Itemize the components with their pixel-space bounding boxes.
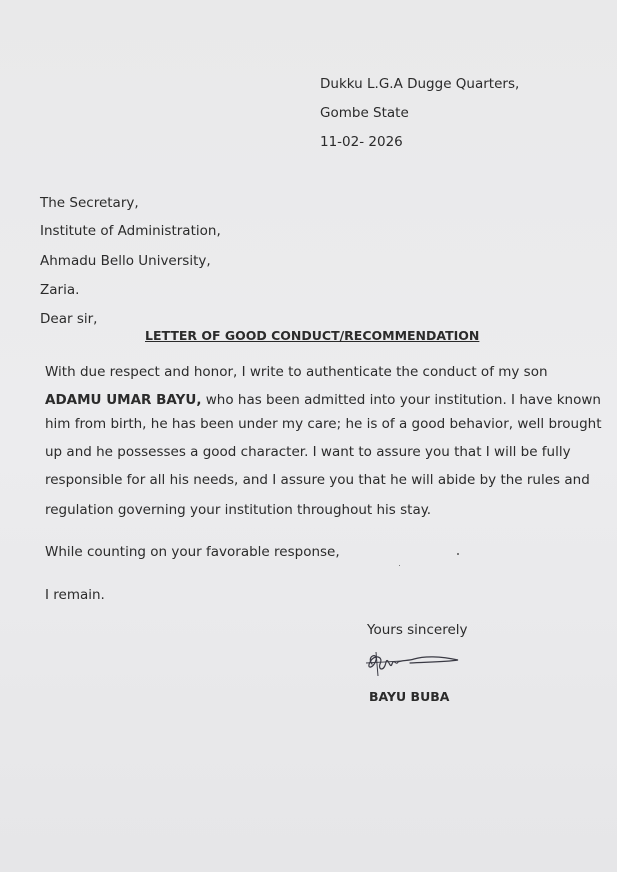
- handwritten-signature: [362, 646, 462, 678]
- sender-address-line-1: Dukku L.G.A Dugge Quarters,: [320, 76, 520, 92]
- letter-date: 11-02- 2026: [320, 134, 403, 150]
- body-line-5: responsible for all his needs, and I assure you that he will abide by the rules and: [45, 472, 590, 488]
- paper-speck: [399, 565, 400, 566]
- body-line-6: regulation governing your institution throughout his stay.: [45, 502, 432, 518]
- body-line-2: [45, 392, 601, 408]
- body-line-3: him from birth, he has been under my care; he is of a good behavior, well brought: [45, 416, 602, 432]
- recipient-line-3: Ahmadu Bello University,: [40, 253, 211, 269]
- letter-title: LETTER OF GOOD CONDUCT/RECOMMENDATION: [145, 328, 480, 343]
- student-name: ADAMU UMAR BAYU,: [45, 392, 202, 408]
- remain-line: I remain.: [45, 587, 105, 603]
- body-line-4: up and he possesses a good character. I want to assure you that I will be fully: [45, 444, 571, 460]
- recipient-line-2: Institute of Administration,: [40, 223, 221, 239]
- signatory-name: BAYU BUBA: [369, 689, 450, 704]
- closing: Yours sincerely: [367, 622, 468, 638]
- paper-speck: [457, 553, 459, 555]
- recipient-line-4: Zaria.: [40, 282, 80, 298]
- recipient-line-1: The Secretary,: [40, 195, 139, 211]
- counting-line: While counting on your favorable response,: [45, 544, 340, 560]
- body-line-2-rest: who has been admitted into your institution. I have known: [201, 392, 601, 408]
- body-line-1: With due respect and honor, I write to authenticate the conduct of my son: [45, 364, 548, 380]
- sender-address-line-2: Gombe State: [320, 105, 409, 121]
- salutation: Dear sir,: [40, 311, 98, 327]
